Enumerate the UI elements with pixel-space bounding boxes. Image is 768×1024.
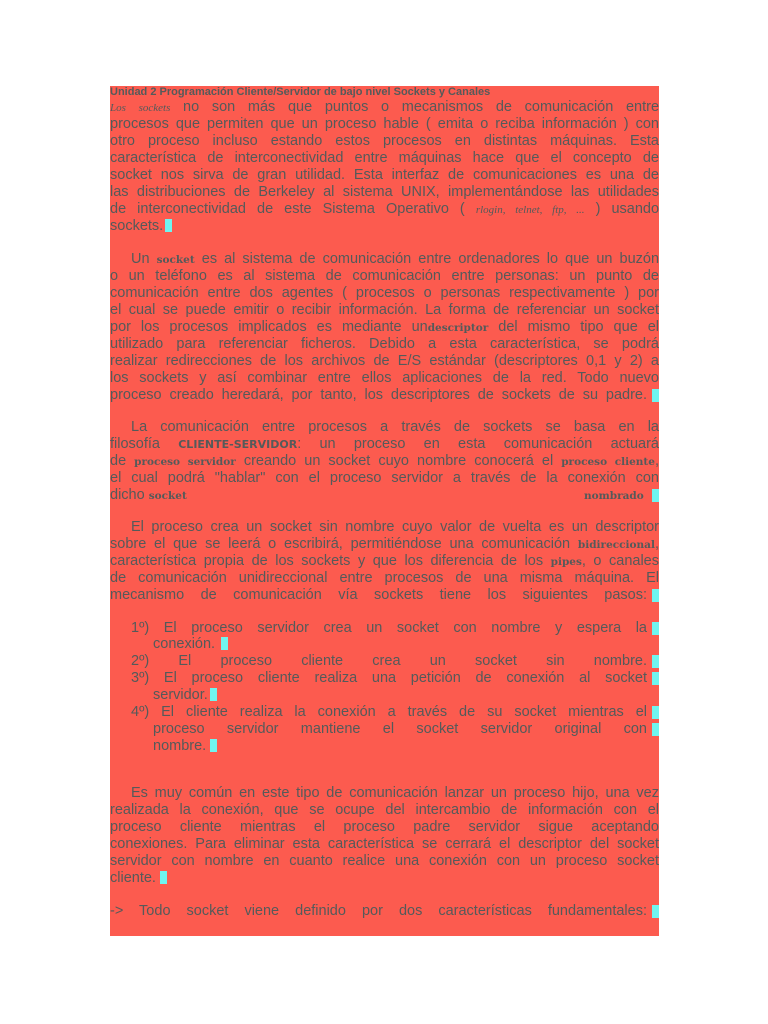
step-3-line-2 <box>110 687 659 704</box>
paragraph-marker <box>652 706 659 719</box>
p3-line-2 <box>110 436 659 453</box>
p3-l3b: proceso servidor <box>134 456 236 468</box>
p4-l2c: , <box>654 536 659 552</box>
paragraph-marker <box>210 688 217 701</box>
step-1-line-1: 1º) El proceso servidor crea un socket con nombre y espera la <box>131 620 647 636</box>
p4-l2b: bidireccional <box>577 539 655 551</box>
step-3-line-1: 3º) El proceso cliente realiza una petición de conexión al socket <box>131 670 647 686</box>
p3-line-1: La comunicación entre procesos a través de sockets se basa en la <box>131 419 659 435</box>
p1-line-5: socket nos sirva de gran utilidad. Esta interfaz de comunicaciones es una de <box>110 167 659 183</box>
paragraph-marker <box>210 739 217 752</box>
step-4-line-3 <box>110 738 659 755</box>
paragraph-marker <box>652 589 659 602</box>
p2-line-7: realizar redirecciones de los archivos de E/S estándar (descriptores 0,1 y 2) a <box>110 353 659 369</box>
p4-line-4: de comunicación unidireccional entre procesos de una misma máquina. El <box>110 570 659 586</box>
p3-l5a: dicho <box>110 487 145 503</box>
paragraph-marker <box>165 219 172 232</box>
step-4-line-1: 4º) El cliente realiza la conexión a través de su socket mientras el <box>131 704 647 720</box>
p1-line-2: procesos que permiten que un proceso hable ( emita o reciba información ) con <box>110 116 659 132</box>
p1-l7b: rlogin, telnet, ftp, ... <box>475 204 585 216</box>
step-1-l2: conexión. <box>153 636 216 652</box>
p5-line-4: conexiones. Para eliminar esta característica se cerrará el descriptor del socket <box>110 836 659 852</box>
step-4-l3: nombre. <box>153 738 207 754</box>
p3-l5b: socket <box>148 490 187 502</box>
p1-line-6: las distribuciones de Berkeley al sistema UNIX, implementándose las utilidades <box>110 184 659 200</box>
p4-l3a: característica propia de los sockets y que los diferencia de los <box>110 553 544 569</box>
p3-l5c: nombrado <box>584 490 644 502</box>
p2-line-5 <box>110 319 659 336</box>
p1-l7a: de interconectividad de este Sistema Operativo ( <box>110 201 465 217</box>
p2-l1a: Un <box>131 251 150 267</box>
paragraph-marker <box>652 655 659 668</box>
p3-l2b: CLIENTE-SERVIDOR <box>178 438 298 451</box>
p4-line-5: mecanismo de comunicación vía sockets tiene los siguientes pasos: <box>110 587 647 603</box>
p4-line-3 <box>110 553 659 570</box>
paragraph-marker <box>652 905 659 918</box>
p1-line-8 <box>110 218 659 235</box>
p1-line-7 <box>110 201 659 218</box>
p5-line-2: realizada la conexión, que se ocupe del intercambio de información con el <box>110 802 659 818</box>
p5-l6: cliente. <box>110 870 156 886</box>
p3-line-5 <box>110 487 659 504</box>
p2-line-6: utilizado para referenciar ficheros. Debido a esta característica, se podrá <box>110 336 659 352</box>
p2-line-9: proceso creado heredará, por tanto, los descriptores de sockets de su padre. <box>110 387 647 403</box>
p2-l5b: descriptor <box>427 322 489 334</box>
p2-l1b: socket <box>156 254 195 266</box>
p5-line-1: Es muy común en este tipo de comunicación lanzar un proceso hijo, una vez <box>131 785 659 801</box>
p3-line-4: el cual podrá "hablar" con el proceso servidor a través de la conexión con <box>110 470 659 486</box>
p1-line-3: otro proceso incluso estando estos procesos en distintas máquinas. Esta <box>110 133 659 149</box>
p2-line-2: o un teléfono es al sistema de comunicación entre personas: un punto de <box>110 268 659 284</box>
p5-line-5: servidor con nombre en cuanto realice una conexión con un proceso socket <box>110 853 659 869</box>
paragraph-marker <box>652 622 659 635</box>
p2-line-8: los sockets y así combinar entre ellos aplicaciones de la red. Todo nuevo <box>110 370 659 386</box>
paragraph-marker <box>221 637 228 650</box>
p3-line-3 <box>110 453 659 470</box>
p1-l1b: sockets <box>138 102 171 114</box>
p3-line-5-right <box>584 487 644 504</box>
p3-l3a: de <box>110 453 127 469</box>
p1-l1a: Los <box>110 102 126 114</box>
p3-l3e: , <box>654 453 659 469</box>
document-page <box>110 86 659 936</box>
p1-l1c: no son más que puntos o mecanismos de comunicación entre <box>183 99 659 115</box>
p2-l5c: del mismo tipo que el <box>498 319 659 335</box>
paragraph-marker <box>652 489 659 502</box>
p4-line-2 <box>110 536 659 553</box>
step-3-l2: servidor. <box>153 687 208 703</box>
p2-line-3: comunicación entre dos agentes ( procesos o personas respectivamente ) por <box>110 285 659 301</box>
p4-l3b: pipes <box>550 556 582 568</box>
paragraph-marker <box>652 389 659 402</box>
p2-l5a: por los procesos implicados es mediante un <box>110 319 428 335</box>
p5-line-3: proceso cliente mientras el proceso padre servidor sigue aceptando <box>110 819 659 835</box>
p1-line-4: característica de interconectividad entre máquinas hace que el concepto de <box>110 150 659 166</box>
p3-l3d: proceso cliente <box>561 456 655 468</box>
paragraph-marker <box>652 723 659 736</box>
step-4-line-2: proceso servidor mantiene el socket servidor original con <box>153 721 647 737</box>
step-2: 2º) El proceso cliente crea un socket sin nombre. <box>131 653 647 669</box>
p2-l1c: es al sistema de comunicación entre ordenadores lo que un buzón <box>201 251 659 267</box>
p6-line-1: -> Todo socket viene definido por dos características fundamentales: <box>110 903 647 919</box>
p1-l8: sockets. <box>110 218 164 234</box>
p1-line-1 <box>110 99 659 116</box>
p2-line-4: el cual se puede emitir o recibir información. La forma de referenciar un socket <box>110 302 659 318</box>
p4-l3c: , o canales <box>581 553 659 569</box>
p2-line-1 <box>110 251 659 268</box>
p5-line-6 <box>110 870 659 887</box>
p4-line-1: El proceso crea un socket sin nombre cuyo valor de vuelta es un descriptor <box>131 519 659 535</box>
document-title: Unidad 2 Programación Cliente/Servidor de bajo nivel Sockets y Canales <box>110 86 491 98</box>
step-1-line-2 <box>110 636 659 653</box>
paragraph-marker <box>652 672 659 685</box>
p3-l2a: filosofía <box>110 436 160 452</box>
p3-l3c: creando un socket cuyo nombre conocerá el <box>243 453 554 469</box>
paragraph-marker <box>160 871 167 884</box>
p4-l2a: sobre el que se leerá o escribirá, permitiéndose una comunicación <box>110 536 571 552</box>
p1-l7c: ) usando <box>595 201 659 217</box>
p3-l2c: : un proceso en esta comunicación actuará <box>297 436 659 452</box>
